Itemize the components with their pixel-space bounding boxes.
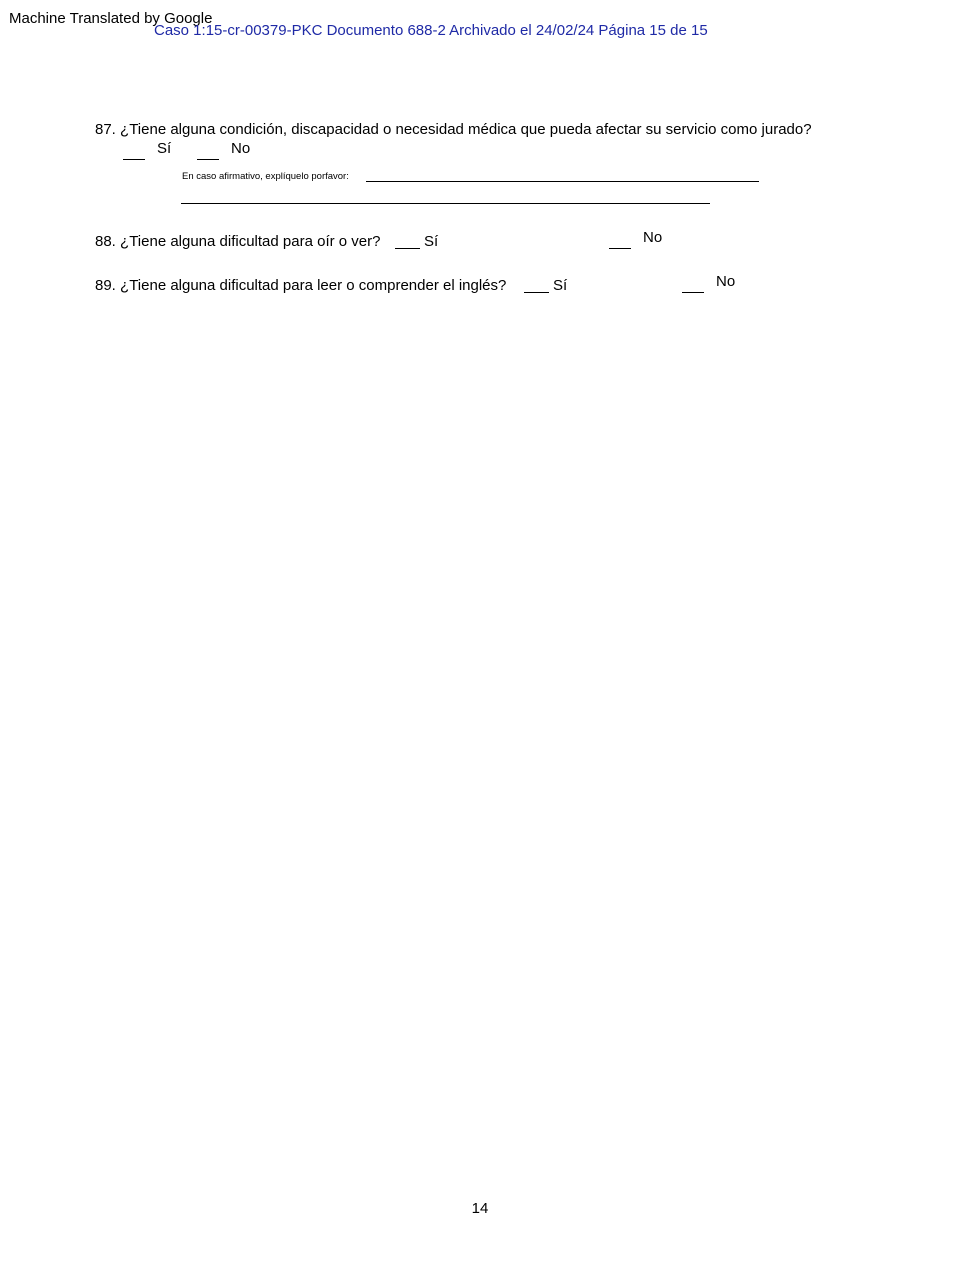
question-88-no-blank[interactable] bbox=[609, 236, 631, 249]
question-88-number: 88. bbox=[95, 233, 116, 250]
question-88-text: ¿Tiene alguna dificultad para oír o ver? bbox=[120, 233, 381, 250]
question-88-no-label: No bbox=[643, 229, 663, 246]
question-89-yes-label: Sí bbox=[553, 277, 568, 294]
question-87-yes-label: Sí bbox=[157, 140, 172, 157]
page-number: 14 bbox=[471, 1200, 489, 1217]
machine-translation-watermark: Machine Translated by Google bbox=[9, 10, 213, 27]
question-89-number: 89. bbox=[95, 277, 116, 294]
question-87-no-label: No bbox=[231, 140, 251, 157]
question-88-yes-blank[interactable] bbox=[395, 236, 420, 249]
case-header: Caso 1:15-cr-00379-PKC Documento 688-2 Archivado el 24/02/24 Página 15 de 15 bbox=[154, 22, 708, 39]
question-89-yes-blank[interactable] bbox=[524, 280, 549, 293]
question-87 bbox=[95, 121, 812, 138]
question-89 bbox=[95, 277, 506, 294]
question-87-explain-label: En caso afirmativo, explíquelo porfavor: bbox=[182, 171, 349, 182]
question-89-no-label: No bbox=[716, 273, 736, 290]
question-87-explain-line-2[interactable] bbox=[181, 203, 710, 204]
question-87-explain-line-1[interactable] bbox=[366, 181, 759, 182]
question-88 bbox=[95, 233, 380, 250]
question-87-text: ¿Tiene alguna condición, discapacidad o necesidad médica que pueda afectar su servicio como jurado? bbox=[120, 121, 812, 138]
question-87-number: 87. bbox=[95, 121, 116, 138]
question-87-yes-blank[interactable] bbox=[123, 147, 145, 160]
question-88-yes-label: Sí bbox=[424, 233, 439, 250]
question-89-text: ¿Tiene alguna dificultad para leer o comprender el inglés? bbox=[120, 277, 507, 294]
question-87-no-blank[interactable] bbox=[197, 147, 219, 160]
question-89-no-blank[interactable] bbox=[682, 280, 704, 293]
